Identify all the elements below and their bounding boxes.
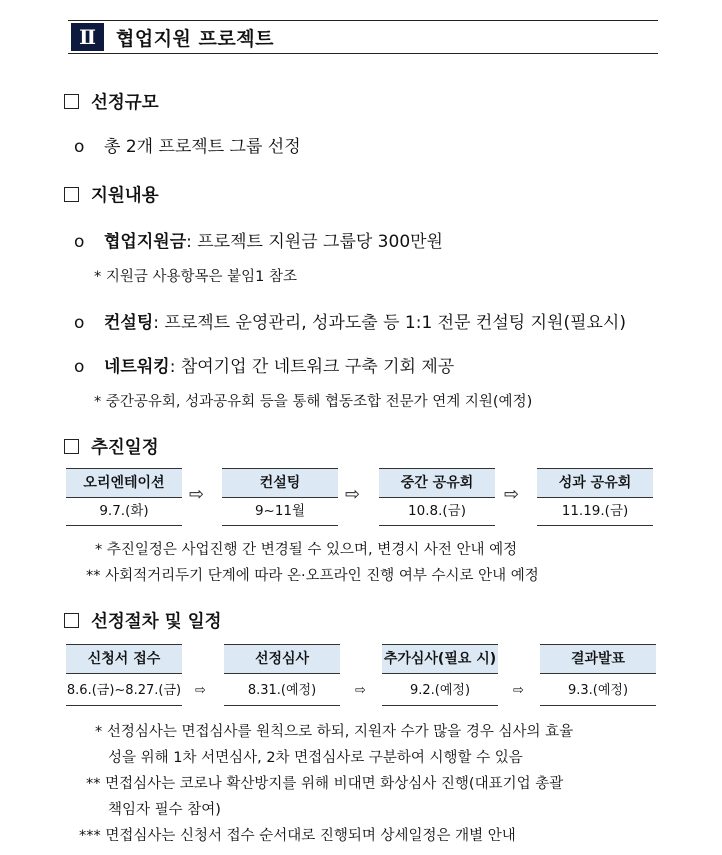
right-arrow-icon: ⇨ [189, 484, 205, 505]
selection-note-1-cont: 성을 위해 1차 서면심사, 2차 면접심사로 구분하여 시행할 수 있음 [108, 750, 523, 766]
schedule-step-label: 오리엔테이션 [66, 468, 182, 498]
header-bottom-rule [68, 53, 658, 54]
section-heading-support: 지원내용 [64, 182, 159, 207]
selection-note-1: * 선정심사는 면접심사를 원칙으로 하되, 지원자 수가 많을 경우 심사의 효율 [95, 724, 574, 740]
support-item-funding: o 협업지원금: 프로젝트 지원금 그룹당 300만원 [74, 232, 443, 252]
schedule-step-label: 성과 공유회 [537, 468, 653, 498]
selection-step-label: 추가심사(필요 시) [382, 644, 498, 674]
schedule-step-label: 중간 공유회 [379, 468, 495, 498]
selection-step-label: 결과발표 [540, 644, 656, 674]
schedule-note-2: ** 사회적거리두기 단계에 따라 온·오프라인 진행 여부 수시로 안내 예정 [86, 568, 539, 584]
schedule-step-label: 컨설팅 [222, 468, 338, 498]
right-arrow-icon: ⇨ [513, 683, 524, 698]
scale-item: o 총 2개 프로젝트 그룹 선정 [74, 137, 301, 157]
selection-step-date: 9.2.(예정) [382, 677, 498, 706]
support-item-networking: o 네트워킹: 참여기업 간 네트워크 구축 기회 제공 [74, 357, 455, 377]
checkbox-square-icon [64, 187, 79, 202]
schedule-step-date: 9.7.(화) [66, 497, 182, 526]
page-title: 협업지원 프로젝트 [116, 28, 274, 50]
right-arrow-icon: ⇨ [345, 484, 361, 505]
checkbox-square-icon [64, 613, 79, 628]
checkbox-square-icon [64, 94, 79, 109]
selection-step-date: 8.6.(금)~8.27.(금) [66, 677, 182, 706]
checkbox-square-icon [64, 439, 79, 454]
schedule-step-date: 11.19.(금) [537, 497, 653, 526]
selection-step-date: 9.3.(예정) [540, 677, 656, 706]
support-note-funding: * 지원금 사용항목은 붙임1 참조 [94, 269, 297, 285]
selection-step-date: 8.31.(예정) [224, 677, 340, 706]
schedule-step-date: 10.8.(금) [379, 497, 495, 526]
section-heading-selection: 선정절차 및 일정 [64, 608, 222, 633]
right-arrow-icon: ⇨ [504, 484, 520, 505]
support-item-consulting: o 컨설팅: 프로젝트 운영관리, 성과도출 등 1:1 전문 컨설팅 지원(필요시) [74, 313, 626, 333]
header-top-rule [68, 20, 658, 21]
schedule-note-1: * 추진일정은 사업진행 간 변경될 수 있으며, 변경시 사전 안내 예정 [95, 542, 518, 558]
support-note-networking: * 중간공유회, 성과공유회 등을 통해 협동조합 전문가 연계 지원(예정) [94, 394, 533, 410]
right-arrow-icon: ⇨ [195, 683, 206, 698]
section-heading-scale: 선정규모 [64, 89, 159, 114]
selection-note-2-cont: 책임자 필수 참여) [108, 802, 221, 818]
right-arrow-icon: ⇨ [355, 683, 366, 698]
selection-step-label: 신청서 접수 [66, 644, 182, 674]
selection-note-3: *** 면접심사는 신청서 접수 순서대로 진행되며 상세일정은 개별 안내 [79, 828, 516, 844]
circle-bullet-icon: o [74, 357, 85, 377]
section-number-badge: Ⅱ [71, 23, 104, 51]
schedule-step-date: 9~11월 [222, 497, 338, 526]
selection-note-2: ** 면접심사는 코로나 확산방지를 위해 비대면 화상심사 진행(대표기업 총괄 [86, 776, 564, 792]
circle-bullet-icon: o [74, 313, 85, 333]
section-heading-schedule: 추진일정 [64, 434, 159, 459]
selection-step-label: 선정심사 [224, 644, 340, 674]
circle-bullet-icon: o [74, 137, 85, 157]
circle-bullet-icon: o [74, 232, 85, 252]
